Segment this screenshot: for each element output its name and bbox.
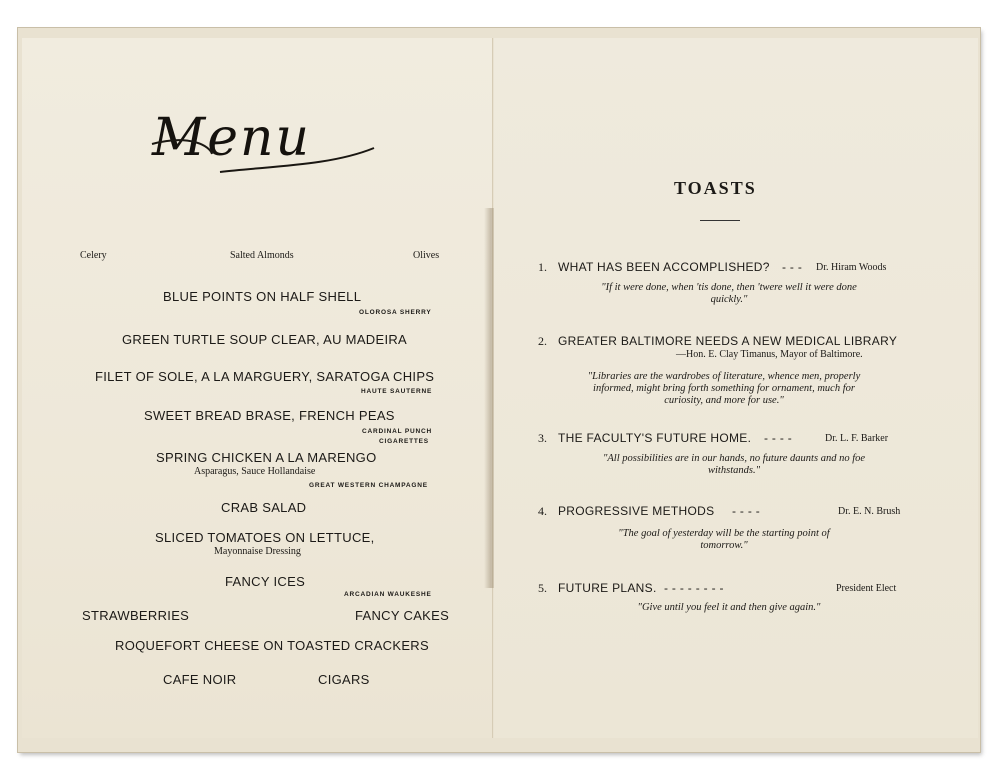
wine-olorosa: OLOROSA SHERRY [359, 309, 432, 316]
menu-cigars: CIGARS [318, 672, 370, 687]
toast-dashes: - - - - - - - - [664, 581, 724, 595]
menu-sliced-tomatoes: SLICED TOMATOES ON LETTUCE, [155, 530, 375, 545]
toasts-divider [700, 220, 740, 221]
menu-filet-sole: FILET OF SOLE, A LA MARGUERY, SARATOGA CHIPS [95, 369, 435, 384]
wine-cardinal-punch: CARDINAL PUNCH [362, 428, 432, 435]
toast-quote: "Give until you feel it and then give again." [637, 602, 821, 613]
toast-dashes: - - - [782, 260, 803, 274]
toast-number: 3. [538, 431, 547, 445]
wine-cigarettes: CIGARETTES [379, 438, 429, 445]
menu-sweet-bread: SWEET BREAD BRASE, FRENCH PEAS [144, 408, 395, 423]
menu-mayonnaise: Mayonnaise Dressing [214, 546, 301, 557]
menu-roquefort: ROQUEFORT CHEESE ON TOASTED CRACKERS [115, 638, 429, 653]
menu-fancy-cakes: FANCY CAKES [355, 608, 450, 623]
menu-asparagus: Asparagus, Sauce Hollandaise [194, 466, 316, 477]
menu-olives: Olives [413, 250, 440, 261]
toast-title: PROGRESSIVE METHODS [558, 504, 715, 518]
toast-quote: "If it were done, when 'tis done, then 'twere well it were done quickly." [601, 282, 857, 305]
menu-crab-salad: CRAB SALAD [221, 500, 307, 515]
toast-number: 4. [538, 504, 547, 518]
wine-champagne: GREAT WESTERN CHAMPAGNE [309, 482, 428, 489]
menu-blue-points: BLUE POINTS ON HALF SHELL [163, 289, 362, 304]
toast-quote: "Libraries are the wardrobes of literature, whence men, properly informed, might bring forth something for ornament, much for curiosity, and more for use." [587, 371, 861, 406]
menu-celery: Celery [80, 250, 107, 261]
toast-speaker: President Elect [836, 583, 897, 594]
toast-title: GREATER BALTIMORE NEEDS A NEW MEDICAL LIBRARY [558, 334, 898, 348]
toast-speaker: Dr. L. F. Barker [825, 433, 889, 444]
toast-dashes: - - - - [732, 504, 761, 518]
toast-title: FUTURE PLANS. [558, 581, 657, 595]
wine-haute-sauterne: HAUTE SAUTERNE [361, 388, 433, 395]
toasts-page [494, 38, 978, 738]
menu-booklet [18, 28, 980, 752]
menu-turtle-soup: GREEN TURTLE SOUP CLEAR, AU MADEIRA [122, 332, 408, 347]
menu-title: Menu [152, 108, 311, 168]
toast-speaker: Dr. Hiram Woods [816, 262, 887, 273]
menu-spring-chicken: SPRING CHICKEN A LA MARENGO [156, 450, 377, 465]
toast-title: WHAT HAS BEEN ACCOMPLISHED? [558, 260, 770, 274]
toast-speaker: Dr. E. N. Brush [838, 506, 901, 517]
toast-quote: "The goal of yesterday will be the starting point of tomorrow." [618, 528, 830, 551]
menu-fancy-ices: FANCY ICES [225, 574, 306, 589]
menu-cafe-noir: CAFE NOIR [163, 672, 237, 687]
menu-page [22, 38, 493, 738]
toast-title: THE FACULTY'S FUTURE HOME. [558, 431, 752, 445]
menu-strawberries: STRAWBERRIES [82, 608, 190, 623]
wine-arcadian: ARCADIAN WAUKESHE [344, 591, 432, 598]
menu-flourish [150, 136, 380, 176]
toast-quote: "All possibilities are in our hands, no future daunts and no foe withstands." [602, 453, 866, 476]
toast-dashes: - - - - [764, 431, 793, 445]
menu-salted-almonds: Salted Almonds [230, 250, 294, 261]
toasts-title: TOASTS [674, 178, 757, 198]
toast-number: 1. [538, 260, 547, 274]
toast-number: 5. [538, 581, 547, 595]
toast-speaker: —Hon. E. Clay Timanus, Mayor of Baltimore. [676, 349, 863, 360]
toast-number: 2. [538, 334, 547, 348]
